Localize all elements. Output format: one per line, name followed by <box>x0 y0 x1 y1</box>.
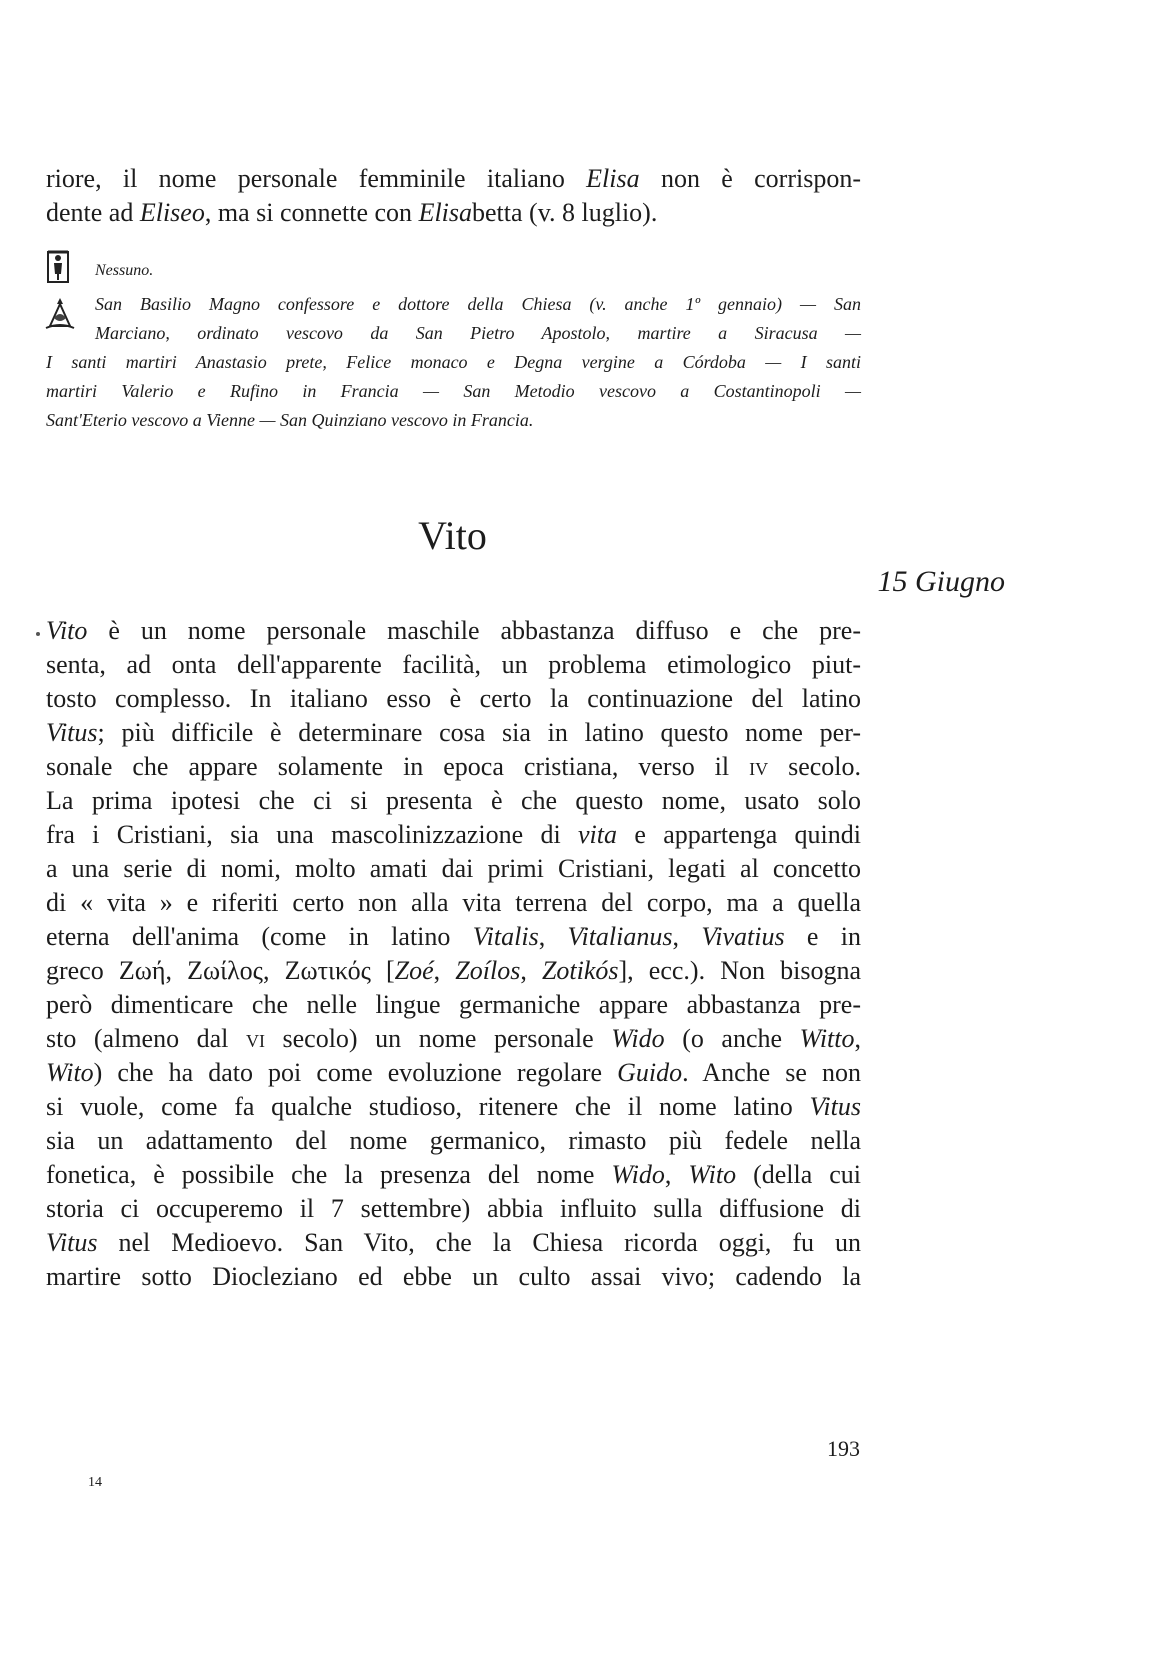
body-line-9: di « vita » e riferiti certo non alla vita terrena del corpo, ma a quella <box>46 888 861 917</box>
saints-line-3: I santi martiri Anastasio prete, Felice monaco e Degna vergine a Córdoba — I santi <box>46 352 861 372</box>
standing-figure-icon <box>46 248 70 288</box>
body-line-11: greco Ζωή, Ζωίλος, Ζωτικός [Zoé, Zoílos, Zotikós], ecc.). Non bisogna <box>46 956 861 985</box>
body-line-17: fonetica, è possibile che la presenza del nome Wido, Wito (della cui <box>46 1160 862 1189</box>
body-line-6: La prima ipotesi che ci si presenta è che questo nome, usato solo <box>46 786 861 815</box>
body-line-2: senta, ad onta dell'apparente facilità, un problema etimologico piut- <box>46 650 861 679</box>
page-number: 193 <box>827 1436 860 1461</box>
body-line-4: Vitus; più difficile è determinare cosa sia in latino questo nome per- <box>46 718 861 747</box>
body-line-5: sonale che appare solamente in epoca cristiana, verso il iv secolo. <box>46 752 862 781</box>
body-line-7: fra i Cristiani, sia una mascolinizzazione di vita e appartenga quindi <box>46 820 861 849</box>
signature-mark: 14 <box>88 1475 102 1490</box>
body-line-14: Wito) che ha dato poi come evoluzione regolare Guido. Anche se non <box>46 1058 861 1087</box>
body-line-18: storia ci occuperemo il 7 settembre) abbia influito sulla diffusione di <box>46 1194 861 1223</box>
body-line-10: eterna dell'anima (come in latino Vitalis, Vitalianus, Vivatius e in <box>46 922 862 951</box>
saints-line-5: Sant'Eterio vescovo a Vienne — San Quinziano vescovo in Francia. <box>46 410 534 430</box>
saints-line-2: Marciano, ordinato vescovo da San Pietro Apostolo, martire a Siracusa — <box>95 323 861 343</box>
body-line-8: a una serie di nomi, molto amati dai primi Cristiani, legati al concetto <box>46 854 861 883</box>
saint-emblem-icon <box>44 296 76 334</box>
body-line-15: si vuole, come fa qualche studioso, ritenere che il nome latino Vitus <box>46 1092 861 1121</box>
body-line-3: tosto complesso. In italiano esso è certo la continuazione del latino <box>46 684 861 713</box>
famous-people-text: Nessuno. <box>95 262 154 279</box>
saints-line-4: martiri Valerio e Rufino in Francia — San Metodio vescovo a Costantinopoli — <box>46 381 861 401</box>
body-line-13: sto (almeno dal vi secolo) un nome personale Wido (o anche Witto, <box>46 1024 861 1053</box>
saints-line-1: San Basilio Magno confessore e dottore della Chiesa (v. anche 1º gennaio) — San <box>95 294 861 314</box>
entry-date: 15 Giugno <box>877 565 1005 598</box>
body-line-16: sia un adattamento del nome germanico, rimasto più fedele nella <box>46 1126 861 1155</box>
body-line-12: però dimenticare che nelle lingue germaniche appare abbastanza pre- <box>46 990 861 1019</box>
body-line-1: Vito è un nome personale maschile abbastanza diffuso e che pre- <box>46 616 861 645</box>
intro-line-1: riore, il nome personale femminile italiano Elisa non è corrispon- <box>46 164 861 193</box>
body-line-19: Vitus nel Medioevo. San Vito, che la Chiesa ricorda oggi, fu un <box>46 1228 861 1257</box>
entry-title: Vito <box>418 513 487 558</box>
intro-line-2: dente ad Eliseo, ma si connette con Elisabetta (v. 8 luglio). <box>46 198 658 227</box>
body-line-20: martire sotto Diocleziano ed ebbe un culto assai vivo; cadendo la <box>46 1262 861 1291</box>
margin-dot <box>36 632 40 636</box>
